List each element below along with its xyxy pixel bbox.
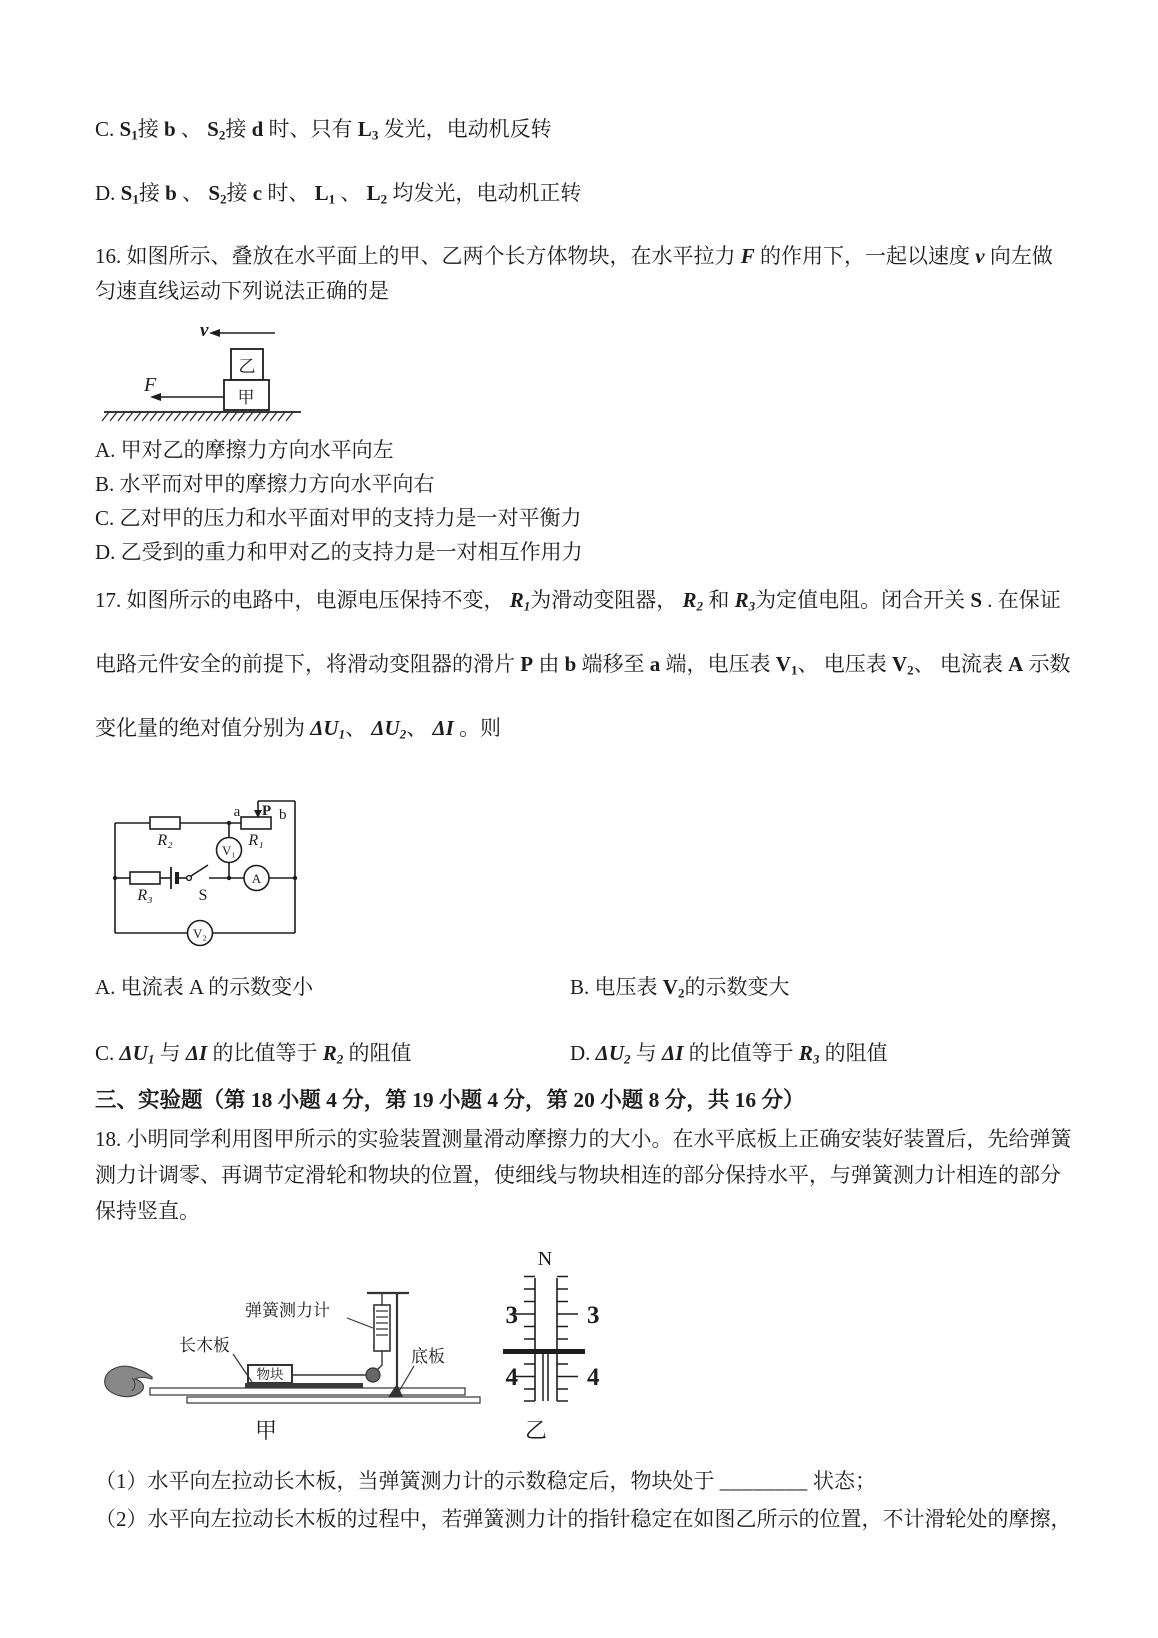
q16-option-a: A. 甲对乙的摩擦力方向水平向左 (95, 437, 394, 462)
page-content (95, 114, 1080, 1536)
scale-ticks-right-minor (557, 1277, 568, 1402)
long-board (150, 1388, 465, 1395)
node-dot-mid (227, 876, 231, 880)
scale-hook-string (377, 1351, 382, 1370)
pulley (366, 1368, 380, 1382)
scale-number-left-4: 4 (505, 1364, 518, 1392)
q16-figure-stacked-blocks (99, 309, 369, 423)
resistor-r3 (130, 872, 160, 884)
switch-s-label: S (198, 887, 208, 905)
scale-number-right-3: 3 (587, 1302, 600, 1330)
caption-yi: 乙 (525, 1418, 548, 1444)
block-label: 物块 (256, 1367, 284, 1383)
scale-ticks-right-major (557, 1314, 578, 1377)
friction-surface (245, 1383, 363, 1388)
base-callout-label: 底板 (411, 1347, 445, 1367)
scale-unit-label: N (537, 1248, 553, 1271)
section3-header: 三、实验题（第 18 小题 4 分，第 19 小题 4 分，第 20 小题 8 分，共 16 分） (95, 1088, 805, 1113)
q17-option-d: D. ΔU2 与 ΔI 的比值等于 R3 的阻值 (570, 1041, 888, 1067)
q18-subquestion-2: （2）水平向左拉动长木板的过程中，若弹簧测力计的指针稳定在如图乙所示的位置，不计滑轮处的摩擦， (95, 1507, 1072, 1532)
q16-stem: 16. 如图所示、叠放在水平面上的甲、乙两个长方体物块，在水平拉力 F 的作用下，一起以速度 v 向左做匀速直线运动下列说法正确的是 (95, 243, 1053, 303)
scale-inner-rod (543, 1354, 548, 1401)
q16-option-d: D. 乙受到的重力和甲对乙的支持力是一对相互作用力 (95, 539, 583, 564)
force-label: F (144, 373, 157, 396)
q15-option-c: C. S1接 b 、 S2接 d 时、只有 L3 发光，电动机反转 (95, 117, 552, 143)
spring-scale-body (374, 1305, 390, 1351)
q17-options-row2 (95, 1037, 1080, 1071)
spring-scale-callout-line (347, 1318, 373, 1328)
rheostat-r1-label: R₁ (248, 832, 264, 850)
q18-figure-row (95, 1229, 1080, 1414)
q17-option-c: C. ΔU1 与 ΔI 的比值等于 R2 的阻值 (95, 1041, 412, 1067)
q17-circuit-diagram (103, 765, 308, 955)
base-plate (187, 1397, 480, 1403)
voltmeter-v2-label: V₂ (193, 926, 207, 942)
ammeter-label: A (251, 871, 262, 887)
board-callout-label: 长木板 (179, 1336, 230, 1356)
resistor-r2-label: R₂ (157, 832, 173, 850)
q17-options-row1 (95, 971, 1080, 1003)
q15-option-d: D. S1接 b 、 S2接 c 时、 L1 、 L2 均发光，电动机正转 (95, 181, 582, 207)
velocity-arrowhead (209, 329, 220, 337)
resistor-r2 (150, 817, 180, 829)
spring-scale-callout-label: 弹簧测力计 (245, 1301, 330, 1321)
q18-stem: 18. 小明同学利用图甲所示的实验装置测量滑动摩擦力的大小。在水平底板上正确安装好装置后，先给弹簧测力计调零、再调节定滑轮和物块的位置，使细线与物块相连的部分保持水平，与弹簧测力计相连的部分保持竖直。 (95, 1127, 1072, 1224)
slider-p-label: P (262, 803, 272, 820)
q17-stem: 17. 如图所示的电路中，电源电压保持不变， R1为滑动变阻器， R2 和 R3为定值电阻。闭合开关 S . 在保证电路元件安全的前提下，将滑动变阻器的滑片 P 由 b 端移至 a 端，电压表 V1、 电压表 V2、 电流表 A 示数变化量的绝对值分别为 ΔU1、 ΔU2、 ΔI 。则 (95, 587, 1071, 742)
voltmeter-v1-label: V₁ (222, 843, 236, 859)
hand-drawing (105, 1366, 152, 1396)
q17-option-b: B. 电压表 V2的示数变大 (570, 975, 790, 1001)
q17-option-a: A. 电流表 A 的示数变小 (95, 975, 314, 1000)
resistor-r3-label: R₃ (137, 887, 153, 905)
scale-ticks-left-minor (524, 1277, 535, 1402)
ground-hatching (102, 412, 293, 421)
node-dot-left (113, 876, 117, 880)
q18-subquestion-1: （1）水平向左拉动长木板，当弹簧测力计的示数稳定后，物块处于 ________ 状态； (95, 1469, 876, 1494)
velocity-label: v (200, 319, 209, 341)
q18-scale-face-figure (495, 1229, 670, 1414)
scale-number-right-4: 4 (587, 1364, 600, 1392)
figure-captions (95, 1414, 1080, 1442)
block-jia-label: 甲 (237, 387, 255, 407)
block-yi-label: 乙 (238, 356, 256, 376)
scale-number-left-3: 3 (505, 1302, 518, 1330)
switch-pivot (187, 876, 192, 881)
q18-apparatus-figure (95, 1229, 495, 1409)
switch-lever (191, 865, 208, 876)
caption-jia: 甲 (255, 1418, 278, 1444)
terminal-b-label: b (279, 807, 287, 824)
q16-option-c: C. 乙对甲的压力和水平面对甲的支持力是一对平衡力 (95, 505, 582, 530)
q16-option-b: B. 水平而对甲的摩擦力方向水平向右 (95, 471, 435, 496)
node-dot-right (293, 876, 297, 880)
node-dot-a (227, 821, 231, 825)
terminal-a-label: a (233, 804, 241, 821)
